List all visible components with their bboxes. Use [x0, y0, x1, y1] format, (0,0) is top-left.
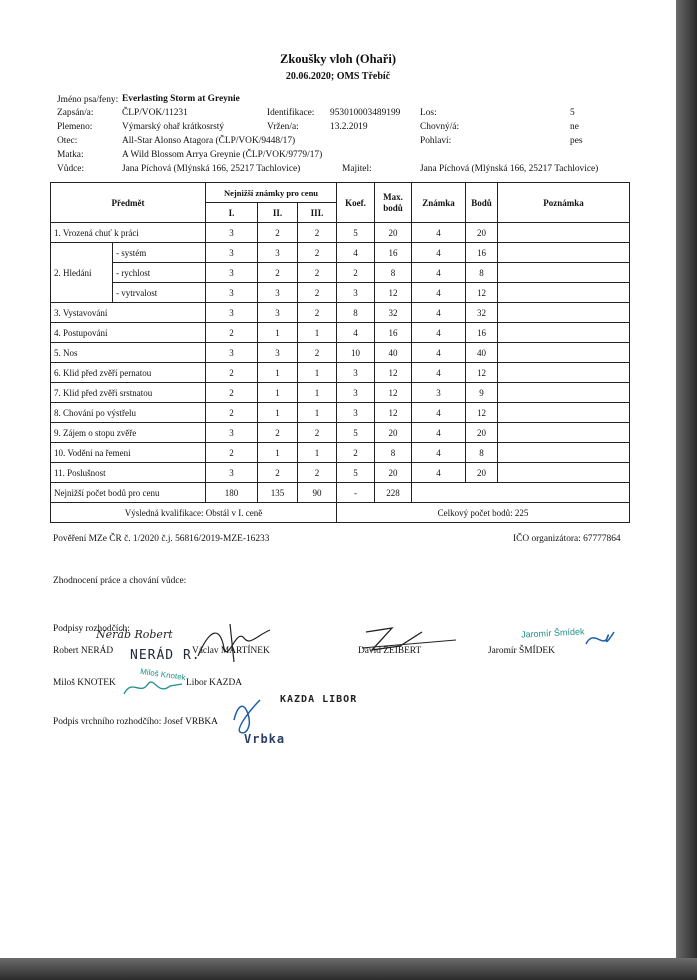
cell-ii: 1 — [258, 443, 298, 463]
sex-label: Pohlaví: — [420, 136, 452, 146]
table-row — [51, 363, 630, 383]
stamp-kazda: KAZDA LIBOR — [280, 694, 358, 705]
judge-smidek: Jaromír ŠMÍDEK — [488, 646, 555, 656]
cell-iii: 1 — [298, 443, 337, 463]
header-grade: Známka — [412, 183, 466, 223]
registered-label: Zapsán/a: — [57, 108, 94, 118]
cell-points: 16 — [466, 243, 498, 263]
cell-koef: 3 — [337, 383, 375, 403]
header-prize-2: II. — [258, 203, 298, 223]
organizer-ico: IČO organizátora: 67777864 — [513, 534, 621, 544]
cell-points: 40 — [466, 343, 498, 363]
table-row — [51, 383, 630, 403]
stamp-nerad: NERÁD R. — [130, 648, 201, 663]
document-subtitle: 20.06.2020; OMS Třebíč — [285, 71, 391, 82]
row-name: 10. Vodění na řemeni — [51, 443, 206, 463]
cell-note — [498, 283, 630, 303]
cell-grade: 4 — [412, 323, 466, 343]
born-value: 13.2.2019 — [330, 122, 368, 132]
cell-ii: 2 — [258, 423, 298, 443]
cell-iii: 2 — [298, 463, 337, 483]
id-value: 953010003489199 — [330, 108, 401, 118]
cell-points: 12 — [466, 283, 498, 303]
cell-koef: 2 — [337, 263, 375, 283]
cell-iii: 2 — [298, 223, 337, 243]
cell-koef: 2 — [337, 443, 375, 463]
cell-i: 2 — [206, 403, 258, 423]
cell-grade: 3 — [412, 383, 466, 403]
cell-note — [498, 243, 630, 263]
stamp-smidek: Jaromír Šmídek — [520, 626, 585, 640]
minimum-empty — [412, 483, 630, 503]
stamp-knotek: Miloš Knotek — [139, 666, 187, 683]
cell-note — [498, 443, 630, 463]
cell-koef: 5 — [337, 423, 375, 443]
judge-kazda: Libor KAZDA — [186, 678, 242, 688]
page-shadow-bottom — [0, 958, 697, 980]
table-row — [51, 223, 630, 243]
cell-ii: 1 — [258, 323, 298, 343]
cell-koef: 10 — [337, 343, 375, 363]
cell-koef: 3 — [337, 403, 375, 423]
father-label: Otec: — [57, 136, 78, 146]
cell-grade: 4 — [412, 243, 466, 263]
row-name: 1. Vrozená chuť k práci — [51, 223, 206, 243]
dog-name: Everlasting Storm at Greynie — [122, 94, 240, 104]
cell-note — [498, 343, 630, 363]
cell-points: 20 — [466, 463, 498, 483]
cell-note — [498, 403, 630, 423]
header-prize-1: I. — [206, 203, 258, 223]
header-prize-3: III. — [298, 203, 337, 223]
cell-i: 2 — [206, 363, 258, 383]
cell-i: 3 — [206, 243, 258, 263]
father: All-Star Alonso Atagora (ČLP/VOK/9448/17) — [122, 136, 296, 146]
los-label: Los: — [420, 108, 437, 118]
cell-max: 20 — [375, 223, 412, 243]
cell-i: 2 — [206, 323, 258, 343]
row-name: 3. Vystavování — [51, 303, 206, 323]
cell-note — [498, 323, 630, 343]
breeder-label: Chovný/á: — [420, 122, 460, 132]
stamp-vrbka: Vrbka — [244, 732, 286, 746]
owner: Jana Píchová (Mlýnská 166, 25217 Tachlovice) — [420, 164, 599, 174]
table-row — [51, 243, 630, 263]
header-subject: Předmět — [51, 183, 206, 223]
handwriting-nerad: Neráb Robert — [96, 628, 173, 641]
cell-iii: 1 — [298, 383, 337, 403]
registered: ČLP/VOK/11231 — [122, 108, 188, 118]
cell-koef: 3 — [337, 283, 375, 303]
minimum-points-row — [51, 483, 630, 503]
cell-grade: 4 — [412, 463, 466, 483]
cell-i: 3 — [206, 283, 258, 303]
cell-note — [498, 363, 630, 383]
chief-judge-label: Podpis vrchního rozhodčího: Josef VRBKA — [53, 717, 218, 727]
authorization-note: Pověření MZe ČR č. 1/2020 č.j. 56816/2019-MZE-16233 — [53, 534, 270, 544]
row-name: 6. Klid před zvěří pernatou — [51, 363, 206, 383]
row-name: - rychlost — [113, 263, 206, 283]
cell-grade: 4 — [412, 303, 466, 323]
breeder-value: ne — [570, 122, 579, 132]
cell-ii: 2 — [258, 223, 298, 243]
cell-points: 32 — [466, 303, 498, 323]
cell-max: 8 — [375, 263, 412, 283]
results-table — [50, 182, 630, 523]
cell-max: 40 — [375, 343, 412, 363]
cell-iii: 2 — [298, 263, 337, 283]
cell-grade: 4 — [412, 263, 466, 283]
cell-koef: 8 — [337, 303, 375, 323]
cell-grade: 4 — [412, 343, 466, 363]
cell-ii: 1 — [258, 403, 298, 423]
cell-points: 20 — [466, 223, 498, 243]
qualification-row — [51, 503, 630, 523]
cell-iii: 1 — [298, 363, 337, 383]
header-koef: Koef. — [337, 183, 375, 223]
signature-vrbka — [226, 696, 266, 742]
los-value: 5 — [570, 108, 575, 118]
cell-iii: 2 — [298, 243, 337, 263]
row-group-name: 2. Hledání — [51, 243, 113, 303]
cell-max: 16 — [375, 323, 412, 343]
cell-points: 20 — [466, 423, 498, 443]
table-row — [51, 303, 630, 323]
cell-grade: 4 — [412, 223, 466, 243]
header-lowest: Nejnižší známky pro cenu — [206, 183, 337, 203]
row-name: 7. Klid před zvěří srstnatou — [51, 383, 206, 403]
breed: Výmarský ohař krátkosrstý — [122, 122, 225, 132]
table-row — [51, 283, 630, 303]
handler: Jana Píchová (Mlýnská 166, 25217 Tachlovice) — [122, 164, 301, 174]
table-row — [51, 343, 630, 363]
cell-i: 3 — [206, 303, 258, 323]
cell-max: 12 — [375, 403, 412, 423]
table-row — [51, 443, 630, 463]
cell-max: 32 — [375, 303, 412, 323]
dog-name-label: Jméno psa/feny: — [57, 95, 119, 105]
evaluation-label: Zhodnocení práce a chování vůdce: — [53, 576, 187, 586]
row-name: 9. Zájem o stopu zvěře — [51, 423, 206, 443]
cell-grade: 4 — [412, 283, 466, 303]
cell-max: 12 — [375, 383, 412, 403]
row-name: - vytrvalost — [113, 283, 206, 303]
row-name: - systém — [113, 243, 206, 263]
cell-ii: 1 — [258, 383, 298, 403]
page-shadow-right — [676, 0, 697, 980]
row-name: 8. Chování po výstřelu — [51, 403, 206, 423]
cell-iii: 2 — [298, 283, 337, 303]
cell-note — [498, 423, 630, 443]
minimum-iii: 90 — [298, 483, 337, 503]
cell-max: 20 — [375, 463, 412, 483]
cell-i: 3 — [206, 263, 258, 283]
cell-koef: 5 — [337, 463, 375, 483]
id-label: Identifikace: — [267, 108, 315, 118]
total-points: Celkový počet bodů: 225 — [337, 503, 630, 523]
mother: A Wild Blossom Arrya Greynie (ČLP/VOK/9779/17) — [122, 150, 323, 160]
header-note: Poznámka — [498, 183, 630, 223]
cell-i: 3 — [206, 223, 258, 243]
cell-points: 8 — [466, 443, 498, 463]
cell-i: 3 — [206, 343, 258, 363]
cell-grade: 4 — [412, 423, 466, 443]
cell-ii: 3 — [258, 283, 298, 303]
row-name: 5. Nos — [51, 343, 206, 363]
breed-label: Plemeno: — [57, 122, 93, 132]
cell-iii: 2 — [298, 343, 337, 363]
table-row — [51, 463, 630, 483]
cell-i: 3 — [206, 463, 258, 483]
cell-note — [498, 383, 630, 403]
owner-label: Majitel: — [342, 164, 372, 174]
cell-max: 12 — [375, 283, 412, 303]
minimum-points-label: Nejnižší počet bodů pro cenu — [51, 483, 206, 503]
cell-koef: 3 — [337, 363, 375, 383]
cell-ii: 2 — [258, 263, 298, 283]
table-row — [51, 263, 630, 283]
judge-zeibert: David ZEIBERT — [358, 646, 422, 656]
cell-max: 20 — [375, 423, 412, 443]
cell-koef: 4 — [337, 243, 375, 263]
table-row — [51, 403, 630, 423]
minimum-ii: 135 — [258, 483, 298, 503]
cell-iii: 1 — [298, 403, 337, 423]
cell-iii: 2 — [298, 423, 337, 443]
cell-i: 3 — [206, 423, 258, 443]
cell-grade: 4 — [412, 363, 466, 383]
signature-knotek — [118, 672, 188, 702]
cell-grade: 4 — [412, 403, 466, 423]
mother-label: Matka: — [57, 150, 84, 160]
cell-note — [498, 303, 630, 323]
minimum-koef: - — [337, 483, 375, 503]
cell-points: 8 — [466, 263, 498, 283]
cell-points: 9 — [466, 383, 498, 403]
signature-martinek — [190, 618, 280, 668]
table-row — [51, 423, 630, 443]
judge-nerad: Robert NERÁD — [53, 646, 114, 656]
cell-koef: 4 — [337, 323, 375, 343]
final-qualification: Výsledná kvalifikace: Obstál v I. ceně — [51, 503, 337, 523]
cell-note — [498, 223, 630, 243]
row-name: 4. Postupování — [51, 323, 206, 343]
judge-martinek: Václav MARTÍNEK — [192, 646, 270, 656]
header-max: Max. bodů — [375, 183, 412, 223]
sex-value: pes — [570, 136, 583, 146]
cell-max: 8 — [375, 443, 412, 463]
handler-label: Vůdce: — [57, 164, 85, 174]
judge-knotek: Miloš KNOTEK — [53, 678, 116, 688]
cell-ii: 3 — [258, 303, 298, 323]
cell-koef: 5 — [337, 223, 375, 243]
cell-i: 2 — [206, 443, 258, 463]
cell-points: 12 — [466, 403, 498, 423]
signature-zeibert — [352, 622, 462, 658]
row-name: 11. Poslušnost — [51, 463, 206, 483]
cell-i: 2 — [206, 383, 258, 403]
header-points: Bodů — [466, 183, 498, 223]
cell-ii: 3 — [258, 243, 298, 263]
minimum-max: 228 — [375, 483, 412, 503]
table-row — [51, 323, 630, 343]
cell-max: 16 — [375, 243, 412, 263]
born-label: Vržen/a: — [267, 122, 299, 132]
signature-smidek — [580, 624, 620, 660]
cell-iii: 2 — [298, 303, 337, 323]
cell-max: 12 — [375, 363, 412, 383]
judges-signatures-label: Podpisy rozhodčích: — [53, 624, 130, 634]
cell-points: 12 — [466, 363, 498, 383]
document-title: Zkoušky vloh (Ohaři) — [279, 52, 396, 66]
cell-ii: 1 — [258, 363, 298, 383]
cell-ii: 2 — [258, 463, 298, 483]
cell-ii: 3 — [258, 343, 298, 363]
cell-grade: 4 — [412, 443, 466, 463]
cell-iii: 1 — [298, 323, 337, 343]
cell-note — [498, 263, 630, 283]
minimum-i: 180 — [206, 483, 258, 503]
cell-note — [498, 463, 630, 483]
cell-points: 16 — [466, 323, 498, 343]
